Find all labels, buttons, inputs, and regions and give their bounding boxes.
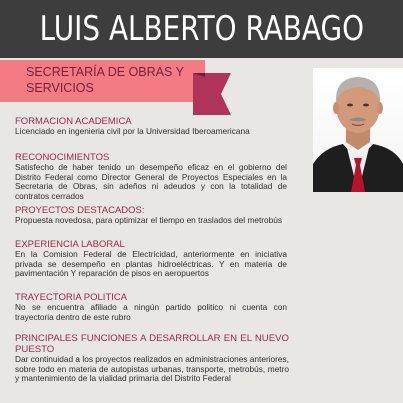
section-body: En la Comision Federal de Electricidad, anteriormente en iniciativa privada se desempeño en plantas hidroeléctricas. Y en materia de pavimentación Y reparación de pisos en aeropuertos xyxy=(15,249,287,279)
section-title: FORMACION ACADEMICA xyxy=(15,116,132,127)
section-body: Licenciado en ingenieria civil por la Universidad Iberoamericana xyxy=(15,126,250,136)
section-title: PRINCIPALES FUNCIONES A DESARROLLAR EN EL NUEVO PUESTO xyxy=(15,333,289,355)
section-body: Satisfecho de haber tenido un desempeño eficaz en el gobierno del Distrito Federal como Director General de Proyectos Especiales en la Secretaria de Obras, sin adeños ni adeudos y con la totalidad de contratos cerrados xyxy=(15,162,287,201)
section-funciones xyxy=(15,334,289,384)
position-ribbon xyxy=(0,60,205,102)
portrait-photo xyxy=(313,68,403,192)
section-body: No se encuentra afiliado a ningún partido politico ni cuenta con trayectoria dentro de este rubro xyxy=(15,302,287,322)
section-formacion xyxy=(15,116,305,137)
section-title: PROYECTOS DESTACADOS: xyxy=(15,205,145,216)
ribbon-fold-icon xyxy=(193,73,231,115)
section-body: Dar continuidad a los proyectos realizados en administraciones anteriores, sobre todo en materia de autopistas urbanas, transporte, metrobús, metro y mantenimiento de la vialidad primaria del Distrito Federal xyxy=(15,354,289,384)
header-bar xyxy=(0,0,403,58)
section-proyectos xyxy=(15,205,287,226)
section-reconocimientos xyxy=(15,152,287,201)
page-title: LUIS ALBERTO RABAGO xyxy=(39,9,364,49)
section-title: TRAYECTORIA POLITICA xyxy=(15,292,128,303)
section-title: EXPERIENCIA LABORAL xyxy=(15,239,125,250)
section-body: Propuesta novedosa, para optimizar el tiempo en traslados del metrobús xyxy=(15,215,283,225)
section-trayectoria xyxy=(15,292,287,322)
portrait-icon xyxy=(313,68,403,192)
section-experiencia xyxy=(15,239,287,279)
position-title: SECRETARÍA DE OBRAS Y SERVICIOS xyxy=(26,65,184,95)
section-title: RECONOCIMIENTOS xyxy=(15,152,110,163)
